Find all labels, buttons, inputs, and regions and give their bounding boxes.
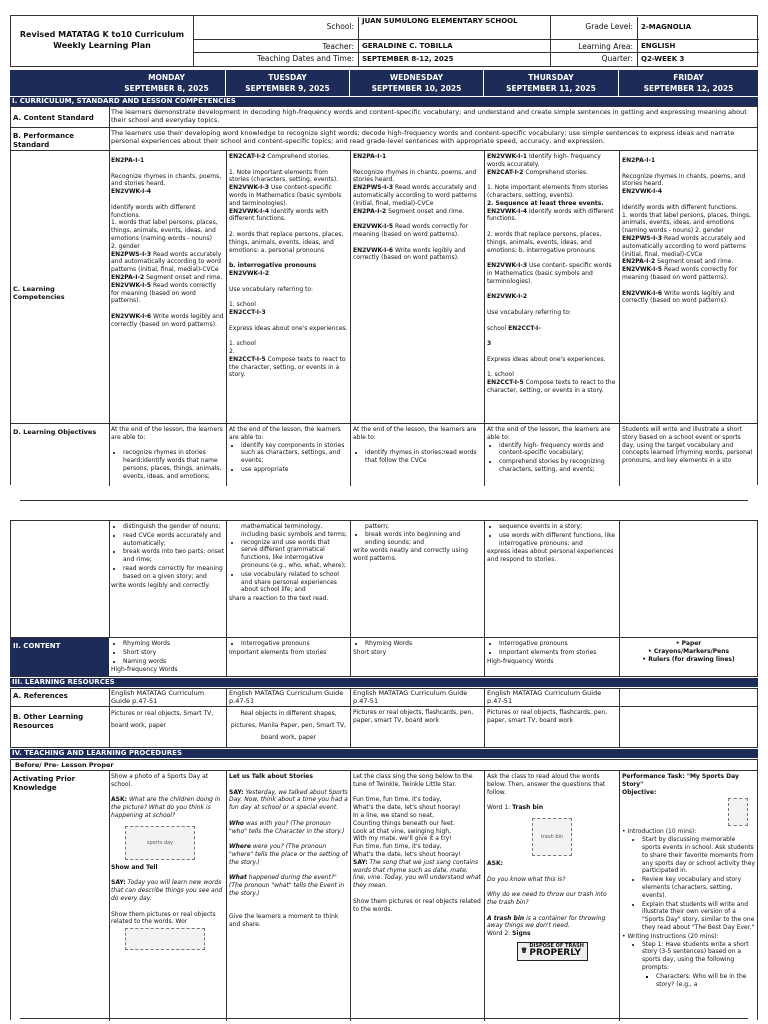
obj-tuesday: At the end of the lesson, the learners are able to: • identify key components in stories such as characters, settings, and events; • use appropriate [227,424,351,486]
area-value: ENGLISH [637,40,757,52]
header-table [10,15,758,67]
obj2-monday: • distinguish the gender of nouns; • read CVCe words accurately and automatically; • break words into two parts: onset and rime; • read words correctly for meaning based on a given story; and write words legibly and correctly. [109,521,227,637]
performance-standard-text: The learners use their developing word knowledge to recognize sight words; decode high-frequency words and content-specific vocabulary; use simple sentences to express ideas and narrate personal experiences about their school and content-specific topics; and read grade-level sentences with appropriate speed, accuracy, and expression. [111,129,735,146]
teacher-value: GERALDINE C. TOBILLA [358,40,550,52]
sports-day-illustration: sports day [125,826,195,860]
children-illustration [125,928,205,950]
grade-label: Grade Level: [585,22,633,31]
proc-tuesday: Let us Talk about Stories SAY: Yesterday, we talked about Sports Day. Now, think about a time you had a fun day at school or a special event. Who was with you? (The pronoun "who" tells the Character in the story.) Where were you? (The pronoun "where" tells the place or the setting of the story.) What happened during the event?" (The pronoun "what" tells the Event in the story.) Give the learners a moment to think and share. [227,771,351,1021]
document-title: Revised MATATAG K to10 Curriculum Weekly Learning Plan [19,30,185,50]
other-resources-label: B. Other Learning Resources [13,713,84,730]
day-thursday: THURSDAY SEPTEMBER 11, 2025 [484,70,619,96]
obj-friday: Students will write and illustrate a short story based on a school event or sports day, using the target vocabulary and concepts learned (rhyming words, personal pronouns, and key elements in a sto [622,426,753,465]
references-label: A. References [13,692,68,700]
obj-monday: At the end of the lesson, the learners are able to: • recognize rhymes in stories heard;identify words that name persons, places, things, animals, events, ideas, and emotions; [109,424,227,486]
dates-value: SEPTEMBER 8-12, 2025 [358,53,550,66]
content-thursday: • Interrogative pronouns • Important elements from stories High-frequency Words [485,638,620,676]
other-monday: Pictures or real objects, Smart TV, board work, paper [109,707,227,747]
day-monday: MONDAY SEPTEMBER 8, 2025 [108,70,226,96]
day-friday: FRIDAY SEPTEMBER 12, 2025 [643,73,734,93]
dates-label: Teaching Dates and Time: [257,54,354,63]
obj2-wednesday: pattern; • break words into beginning and ending sounds; and write words neatly and correctly using word patterns. [351,521,485,637]
content-tuesday: • Interrogative pronouns Important elements from stories [227,638,351,676]
comp-wednesday: EN2PA-I-1 Recognize rhymes in chants, poems, and stories heard. EN2PWS-I-3 Read words accurately and automatically according to word patterns (initial, final, medial)-CVCe EN2PA-I-2 Segment onset and rime. EN2VWK-I-5 Read words correctly for meaning (based on word patterns). EN2VWK-I-6 Write words legibly and correctly (based on word patterns). [351,151,485,423]
page-bottom-line [20,1018,748,1019]
ref-monday: English MATATAG Curriculum Guide p.47-51 [109,689,227,706]
performance-standard-row [10,127,758,151]
ref-wednesday: English MATATAG Curriculum Guide p.47-51 [351,689,485,706]
proc-monday: Show a photo of a Sports Day at school. ASK: What are the children doing in the picture? What do you think is happening at school? sports day Show and Tell SAY: Today you will learn new words that can describe things you see and do every day. Show them pictures or real objects related to the words. Wor [109,771,227,1021]
section-curriculum-bar: I. CURRICULUM, STANDARD AND LESSON COMPETENCIES [10,97,758,106]
competencies-row [10,150,758,424]
page-2 [0,517,768,1024]
writing-illustration [728,798,748,826]
school-value: JUAN SUMULONG ELEMENTARY SCHOOL [358,17,550,39]
prior-knowledge-row [10,770,758,1020]
content-row [10,637,758,677]
obj2-tuesday: mathematical terminology, including basic symbols and terms; • recognize and use words that serve different grammatical functions, like interrogative pronouns (e.g., who, what, where); • use vocabulary related to school and share personal experiences about school life; and share a reaction to the text read. [227,521,351,637]
content-label: II. CONTENT [13,642,61,650]
school-label: School: [326,22,354,31]
comp-thursday: EN2VWK-I-1 Identify high- frequency words accurately. EN2CAT-I-2 Comprehend stories. 1. Note important elements from stories (characters, setting, events). 2. Sequence at least three events. EN2VWK-I-4 Identify words with different functions. 2. words that replace persons, places, things, animals, events, ideas, and emotions: b. interrogative pronouns EN2VWK-I-3 Use content- specific words in Mathematics (basic symbols and terminologies). EN2VWK-I-2 Use vocabulary referring to: school EN2CCT-I- 3 Express ideas about one's experiences. 1. school EN2CCT-I-5 Compose texts to react to the character, setting, or events in a story. [485,151,620,423]
page-1 [0,0,768,496]
proc-friday: Performance Task: "My Sports Day Story" Objective: • Introduction (10 mins): • Start by discussing memorable sports events in school. Ask students to share their favorite moments from any sports day or school activity they participated in. • Review key vocabulary and story elements (characters, setting, events). • Explain that students will write and illustrate their own version of a "Sports Day" story, similar to the one they read about "The Best Day Ever." • Writing Instructions (20 mins): • Step 1: Have students write a short story (3-5 sentences) based on a sports day, using the following prompts: ▪ Characters: Who will be in the story? (e.g., a [620,771,757,1021]
obj-thursday: At the end of the lesson, the learners are able to: • identify high- frequency words and content-specific vocabulary; • comprehend stories by recognizing characters, setting, and events; [485,424,620,486]
teacher-label: Teacher: [322,42,354,51]
references-row [10,688,758,707]
other-resources-row [10,706,758,748]
section-procedures-bar: IV. TEACHING AND LEARNING PROCEDURES [10,749,758,758]
comp-tuesday: EN2CAT-I-2 Comprehend stories. 1. Note important elements from stories (characters, setting, events). EN2VWK-I-3 Use content-specific words in Mathematics (basic symbols and terminologies). EN2VWK-I-4 Identify words with different functions. 2. words that replace persons, places, things, animals, events, ideas, and emotions: a. personal pronouns b. interrogative pronouns EN2VWK-I-2 Use vocabulary referring to: 1. school EN2CCT-I-3 Express ideas about one's experiences. 1. school 2. EN2CCT-I-5 Compose texts to react to the character, setting, or events in a story. [227,151,351,423]
comp-monday: EN2PA-I-1 Recognize rhymes in chants, poems, and stories heard. EN2VWK-I-4 Identify words with different functions. 1. words that label persons, places, things, animals, events, ideas, and emotions (naming words - nouns) 2. gender EN2PWS-I-3 Read words accurately and automatically according to word patterns (initial, final, medial)-CVCe EN2PA-I-2 Segment onset and rime. EN2VWK-I-5 Read words correctly for meaning (based on word patterns). EN2VWK-I-6 Write words legibly and correctly (based on word patterns). [109,151,227,423]
competencies-label: C. Learning Competencies [13,285,65,302]
other-tuesday: Real objects in different shapes, pictures, Manila Paper, pen, Smart TV, board work, paper [227,707,351,747]
obj-wednesday: At the end of the lesson, the learners are able to: • identify rhymes in stories;read words that follow the CVCe [351,424,485,486]
grade-value: 2-MAGNOLIA [637,17,757,39]
ref-thursday: English MATATAG Curriculum Guide p.47-51 [485,689,620,706]
performance-standard-label: B. Performance Standard [13,132,74,149]
comp-friday: EN2PA-I-1 Recognize rhymes in chants, poems, and stories heard. EN2VWK-I-4 Identify words with different functions. 1. words that label persons, places, things, animals, events, ideas, and emotions (naming words - nouns) 2. gender EN2PWS-I-3 Read words accurately and automatically according to word patterns (initial, final, medial)-CVCe EN2PA-I-2 Segment onset and rime. EN2VWK-I-5 Read words correctly for meaning (based on word patterns). EN2VWK-I-6 Write words legibly and correctly (based on word patterns). [622,157,751,305]
other-wednesday: Pictures or real objects, flashcards, pen, paper, smart TV, board work [351,707,485,747]
page-divider [20,500,748,501]
trash-icon: 🗑 [521,948,528,955]
day-header-row [10,70,758,96]
quarter-value: Q2-WEEK 3 [637,53,757,66]
trash-bin-illustration: trash bin [532,818,572,856]
content-standard-text: The learners demonstrate development in decoding high-frequency words and content-specific vocabulary; and understand and create simple sentences in getting and expressing meaning about their school and everyday topics. [111,108,747,125]
objectives-row [10,423,758,485]
content-wednesday: • Rhyming Words Short story [351,638,485,676]
obj2-thursday: • sequence events in a story; • use words with different functions, like interrogative pronouns; and express ideas about personal experiences and respond to stories. [485,521,620,637]
content-friday: • Paper • Crayons/Markers/Pens • Rulers (for drawing lines) [642,640,735,663]
ref-tuesday: English MATATAG Curriculum Guide p.47-51 [227,689,351,706]
section-resources-bar: III. LEARNING RESOURCES [10,678,758,687]
proc-wednesday: Let the class sing the song below to the tune of Twinkle, Twinkle Little Star. Fun time, fun time, it's today, What's the date, let's shout hooray! In a line, we stand so neat, Counting things beneath our feet. Look at that vine, swinging high, With my mate, we'll give it a try! Fun time, fun time, it's today, What's the date, let's shout hooray! SAY: The song that we just sang contains words that rhyme such as date, mate, line, vine. Today, you will understand what they mean. Show them pictures or real objects related to the words. [351,771,485,1021]
other-thursday: Pictures or real objects, flashcards, pen, paper, smart TV, board work [485,707,620,747]
quarter-label: Quarter: [601,54,633,63]
content-monday: • Rhyming Words • Short story • Naming words High-frequency Words [109,638,227,676]
before-lesson-label: Before/ Pre- Lesson Proper [10,759,758,771]
content-standard-row [10,106,758,128]
day-wednesday: WEDNESDAY SEPTEMBER 10, 2025 [350,70,484,96]
proc-thursday: Ask the class to read aloud the words below. Then, answer the questions that follow. Word 1: Trash bin trash bin ASK: Do you know what this is? Why do we need to throw our trash into the trash bin? A trash bin is a container for throwing away things we don't need. Word 2: Signs 🗑 DISPOSE OF TRASH PROPERLY [485,771,620,1021]
objectives-continued-row [10,520,758,638]
area-label: Learning Area: [578,42,633,51]
content-standard-label: A. Content Standard [13,114,94,122]
song-lyrics: Fun time, fun time, it's today, What's the date, let's shout hooray! In a line, we stand so neat, Counting things beneath our feet. Look at that vine, swinging high, With my mate, we'll give it a try! Fun time, fun time, it's today, What's the date, let's shout hooray! [353,796,461,858]
day-tuesday: TUESDAY SEPTEMBER 9, 2025 [226,70,350,96]
objectives-label: D. Learning Objectives [13,428,97,436]
dispose-trash-sign: 🗑 DISPOSE OF TRASH PROPERLY [517,942,588,961]
prior-knowledge-label: Activating Prior Knowledge [13,775,76,792]
